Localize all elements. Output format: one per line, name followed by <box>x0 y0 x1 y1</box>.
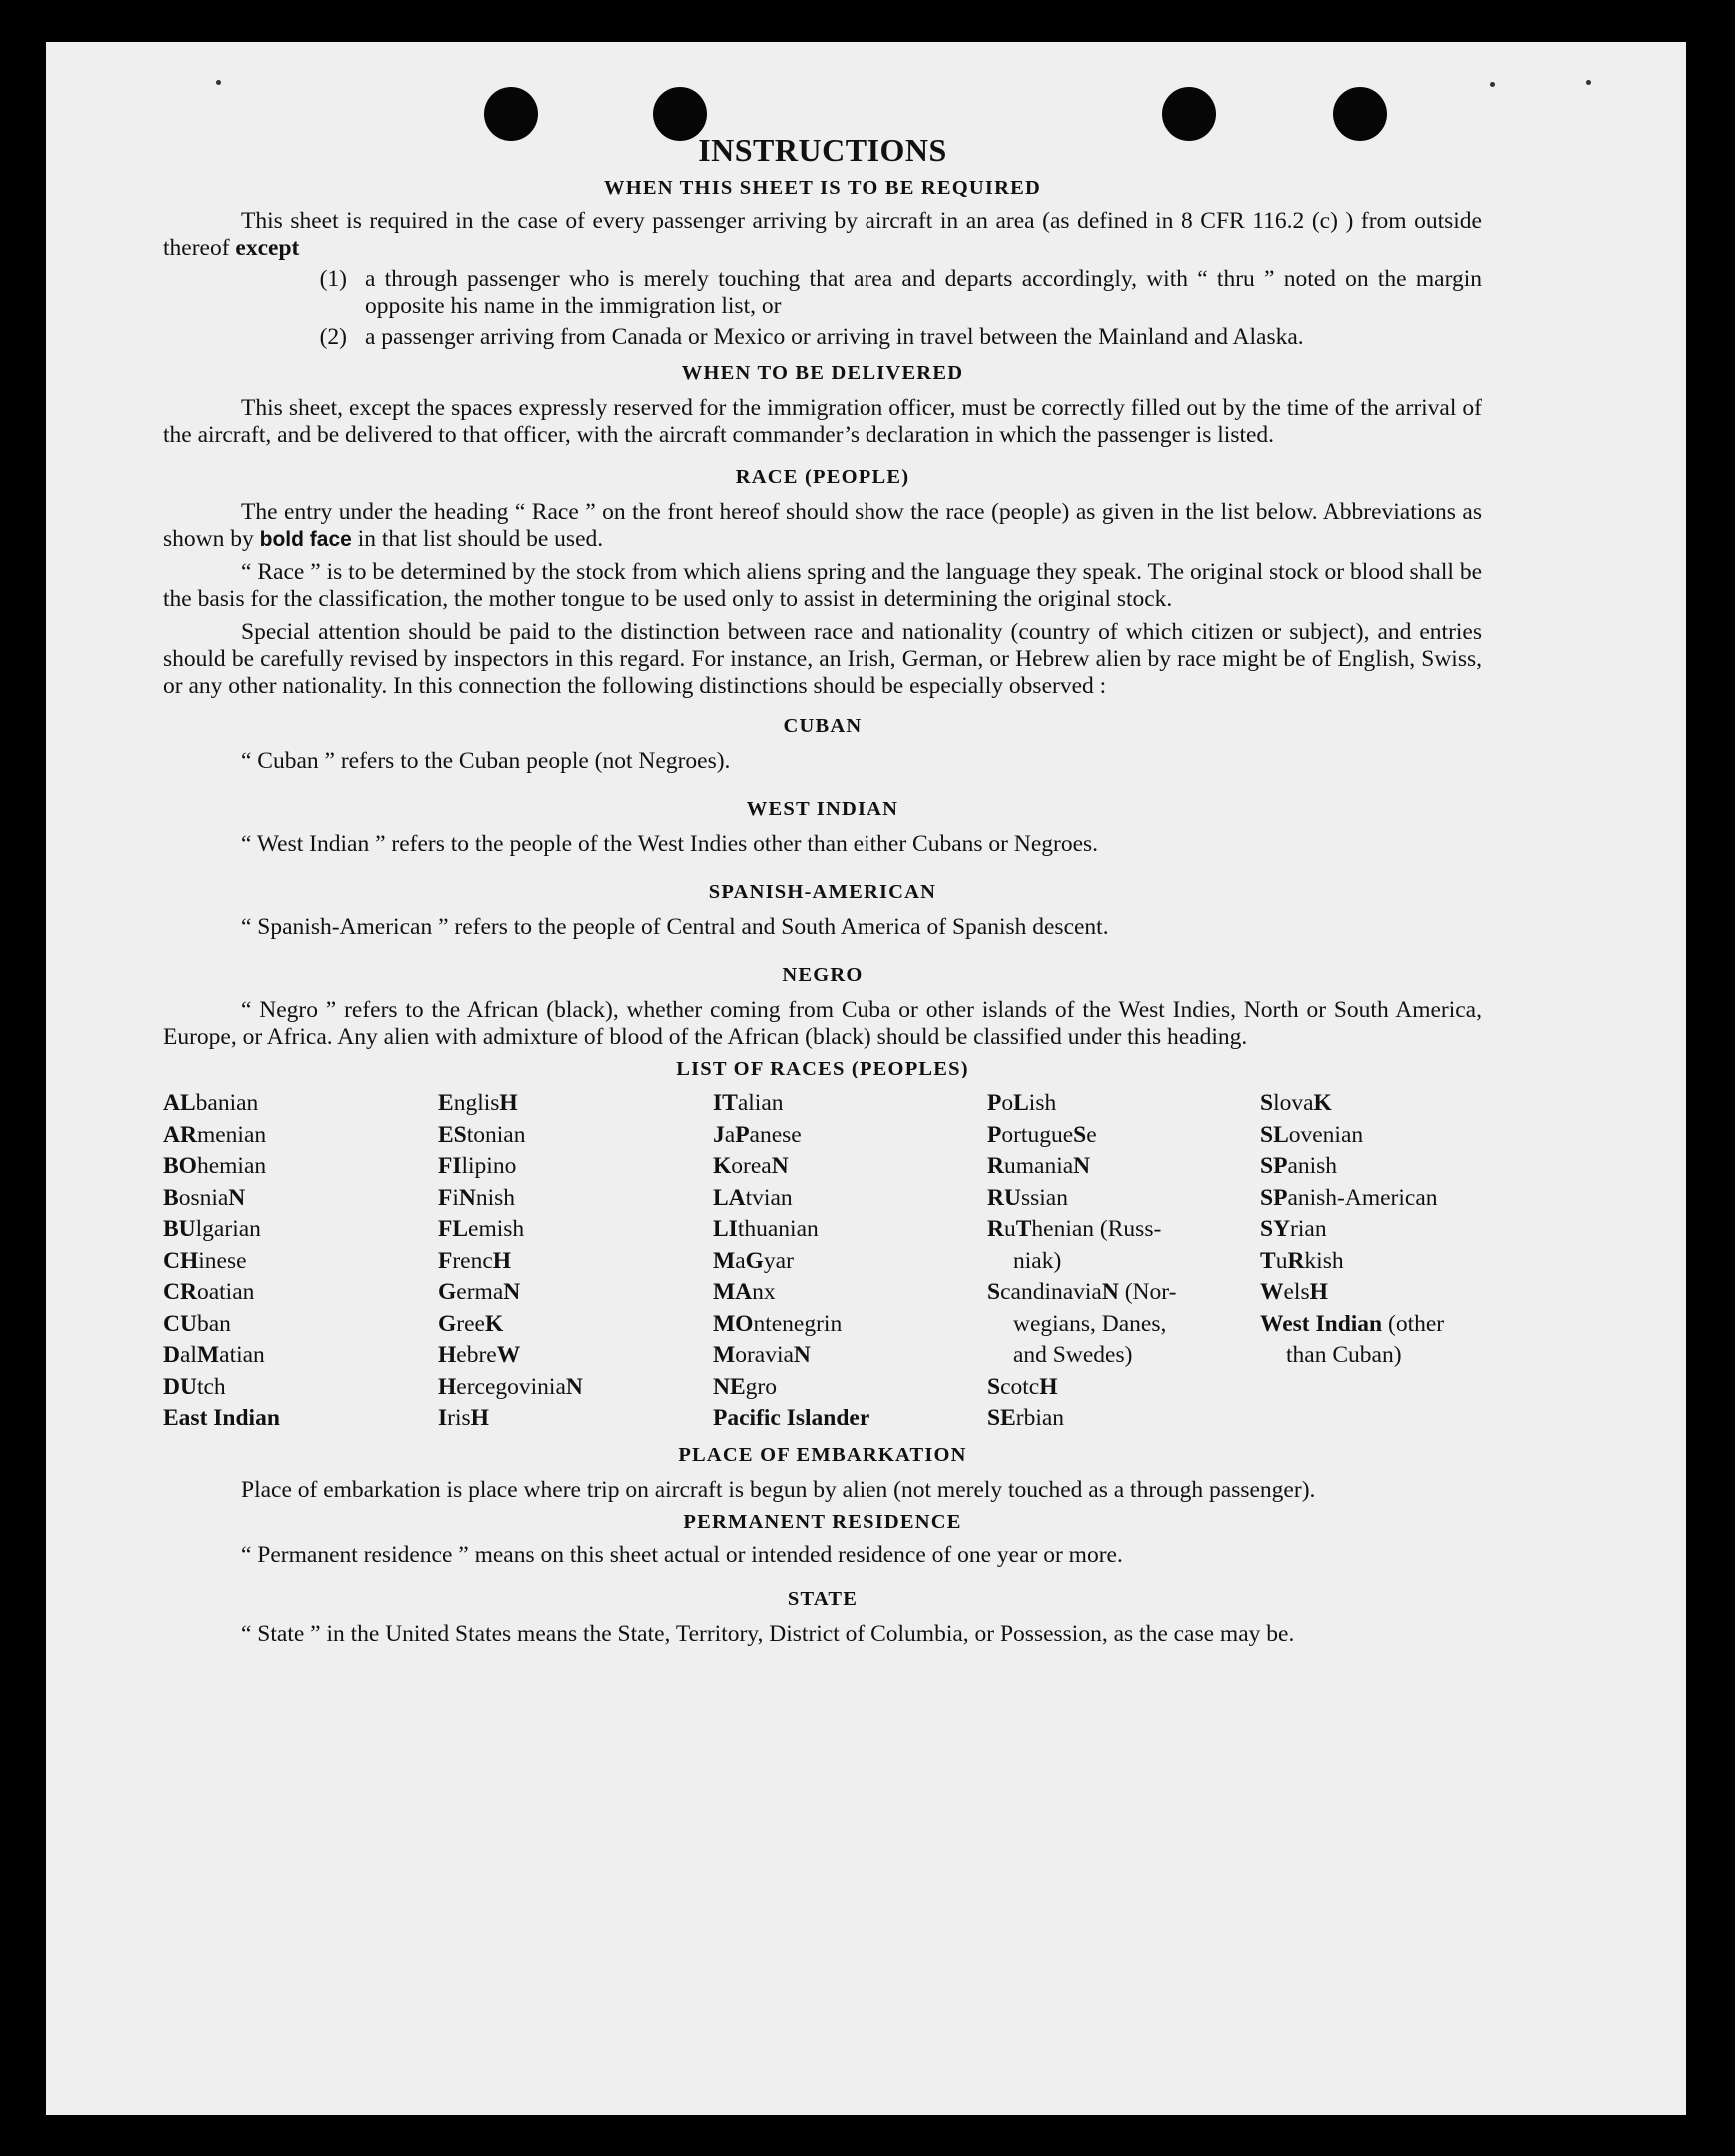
race-entry: GermaN <box>438 1279 521 1305</box>
race-entry: IrisH <box>438 1405 489 1431</box>
race-entry: FiNnish <box>438 1184 516 1211</box>
page-title: INSTRUCTIONS <box>698 132 947 168</box>
heading-spanish-american: SPANISH-AMERICAN <box>708 881 937 903</box>
race-entry: DalMatian <box>163 1342 265 1368</box>
race-entry: MOntenegrin <box>713 1310 843 1337</box>
race-entry: ITalian <box>713 1090 784 1116</box>
race-entry: SLovenian <box>1260 1121 1364 1148</box>
exception-item: (1) a through passenger who is merely touching that area and departs accordingly, with “ thru ” noted on the margin opposite his name in the immigration list, or <box>319 266 1482 319</box>
race-entry: RUssian <box>987 1184 1068 1211</box>
race-entry: and Swedes) <box>1013 1342 1133 1368</box>
race-entry: FrencH <box>438 1247 512 1274</box>
heading-list-of-races: LIST OF RACES (PEOPLES) <box>676 1058 969 1079</box>
when-required-intro: This sheet is required in the case of every passenger arriving by aircraft in an area (as defined in 8 CFR 116.2 (c) ) from outside thereof except <box>163 208 1482 261</box>
race-entry: RumaniaN <box>987 1153 1091 1179</box>
races-column <box>1260 1088 1482 1435</box>
heading-race: RACE (PEOPLE) <box>735 466 910 488</box>
races-column <box>713 1088 987 1435</box>
races-column <box>438 1088 713 1435</box>
race-entry: MAnx <box>713 1279 776 1305</box>
race-entry: CRoatian <box>163 1279 255 1305</box>
race-entry: PortugueSe <box>987 1121 1097 1148</box>
race-entry: PoLish <box>987 1090 1057 1116</box>
race-entry: than Cuban) <box>1286 1342 1402 1368</box>
speck <box>1490 82 1495 87</box>
race-entry: WelsH <box>1260 1279 1328 1305</box>
heading-cuban: CUBAN <box>783 715 863 737</box>
race-entry: LAtvian <box>713 1184 793 1211</box>
race-entry: JaPanese <box>713 1121 802 1148</box>
races-list <box>163 1088 1482 1435</box>
race-entry: ALbanian <box>163 1090 259 1116</box>
race-paragraph-1: The entry under the heading “ Race ” on the front hereof should show the race (people) as given in the list below. Abbreviations as shown by bold face in that list should be used. <box>163 499 1482 552</box>
race-entry: GreeK <box>438 1310 504 1337</box>
race-entry: ScandinaviaN (Nor- <box>987 1279 1177 1305</box>
heading-permanent-residence: PERMANENT RESIDENCE <box>683 1510 962 1533</box>
race-entry: KoreaN <box>713 1153 789 1179</box>
race-entry: HebreW <box>438 1342 521 1368</box>
race-entry: EStonian <box>438 1121 526 1148</box>
race-entry: SlovaK <box>1260 1090 1332 1116</box>
race-entry: West Indian (other <box>1260 1310 1445 1337</box>
race-paragraph-2: “ Race ” is to be determined by the stock from which aliens spring and the language they speak. The original stock or blood shall be the basis for the classification, the mother tongue to be used only to assist in determining the original stock. <box>163 559 1482 612</box>
race-entry: LIthuanian <box>713 1216 819 1242</box>
heading-embarkation: PLACE OF EMBARKATION <box>678 1443 967 1466</box>
race-entry: CHinese <box>163 1247 247 1274</box>
race-entry: NEgro <box>713 1373 777 1400</box>
heading-state: STATE <box>787 1587 859 1610</box>
race-entry: SErbian <box>987 1405 1065 1431</box>
race-entry: FIlipino <box>438 1153 517 1179</box>
race-entry: BOhemian <box>163 1153 267 1179</box>
race-entry: East Indian <box>163 1405 280 1431</box>
state-text: “ State ” in the United States means the State, Territory, District of Columbia, or Possession, as the case may be. <box>241 1620 1295 1647</box>
race-entry: EnglisH <box>438 1090 518 1116</box>
races-column <box>163 1088 438 1435</box>
race-entry: FLemish <box>438 1216 525 1242</box>
race-paragraph-3: Special attention should be paid to the distinction between race and nationality (country of which citizen or subject), and entries should be carefully revised by inspectors in this regard. For instance, an Irish, German, or Hebrew alien by race might be of English, Swiss, or any other nationality. In this connection the following distinctions should be especially observed : <box>163 619 1482 699</box>
races-column <box>987 1088 1260 1435</box>
race-entry: MaGyar <box>713 1247 794 1274</box>
race-entry: CUban <box>163 1310 231 1337</box>
race-entry: niak) <box>1013 1247 1062 1274</box>
when-delivered-text: This sheet, except the spaces expressly reserved for the immigration officer, must be correctly filled out by the time of the arrival of the aircraft, and be delivered to that officer, with the aircraft commander’s declaration in which the passenger is listed. <box>163 395 1482 448</box>
race-entry: RuThenian (Russ- <box>987 1216 1162 1242</box>
embarkation-text: Place of embarkation is place where trip on aircraft is begun by alien (not merely touched as a through passenger). <box>241 1476 1316 1503</box>
heading-when-required: WHEN THIS SHEET IS TO BE REQUIRED <box>604 177 1041 199</box>
race-entry: wegians, Danes, <box>1013 1310 1167 1337</box>
residence-text: “ Permanent residence ” means on this sheet actual or intended residence of one year or more. <box>241 1541 1123 1568</box>
spanish-american-text: “ Spanish-American ” refers to the people of Central and South America of Spanish descent. <box>241 914 1109 940</box>
race-entry: SYrian <box>1260 1216 1327 1242</box>
race-entry: ScotcH <box>987 1373 1058 1400</box>
heading-negro: NEGRO <box>782 964 864 986</box>
race-entry: BosniaN <box>163 1184 246 1211</box>
race-entry: TuRkish <box>1260 1247 1344 1274</box>
instructions-content <box>163 130 1482 1648</box>
speck <box>1586 80 1591 85</box>
race-entry: Pacific Islander <box>713 1405 870 1431</box>
west-indian-text: “ West Indian ” refers to the people of the West Indies other than either Cubans or Negroes. <box>241 831 1099 857</box>
heading-west-indian: WEST INDIAN <box>746 798 899 820</box>
race-entry: SPanish <box>1260 1153 1338 1179</box>
race-entry: MoraviaN <box>713 1342 811 1368</box>
race-entry: DUtch <box>163 1373 226 1400</box>
race-entry: SPanish-American <box>1260 1184 1438 1211</box>
race-entry: BUlgarian <box>163 1216 261 1242</box>
negro-text: “ Negro ” refers to the African (black), whether coming from Cuba or other islands of the West Indies, North or South America, Europe, or Africa. Any alien with admixture of blood of the African (black) should be classified under this heading. <box>163 997 1482 1050</box>
race-entry: HercegoviniaN <box>438 1373 583 1400</box>
race-entry: ARmenian <box>163 1121 267 1148</box>
cuban-text: “ Cuban ” refers to the Cuban people (not Negroes). <box>241 748 731 774</box>
exception-item: (2) a passenger arriving from Canada or Mexico or arriving in travel between the Mainland and Alaska. <box>319 324 1304 350</box>
speck <box>216 80 221 85</box>
heading-when-delivered: WHEN TO BE DELIVERED <box>681 362 964 384</box>
